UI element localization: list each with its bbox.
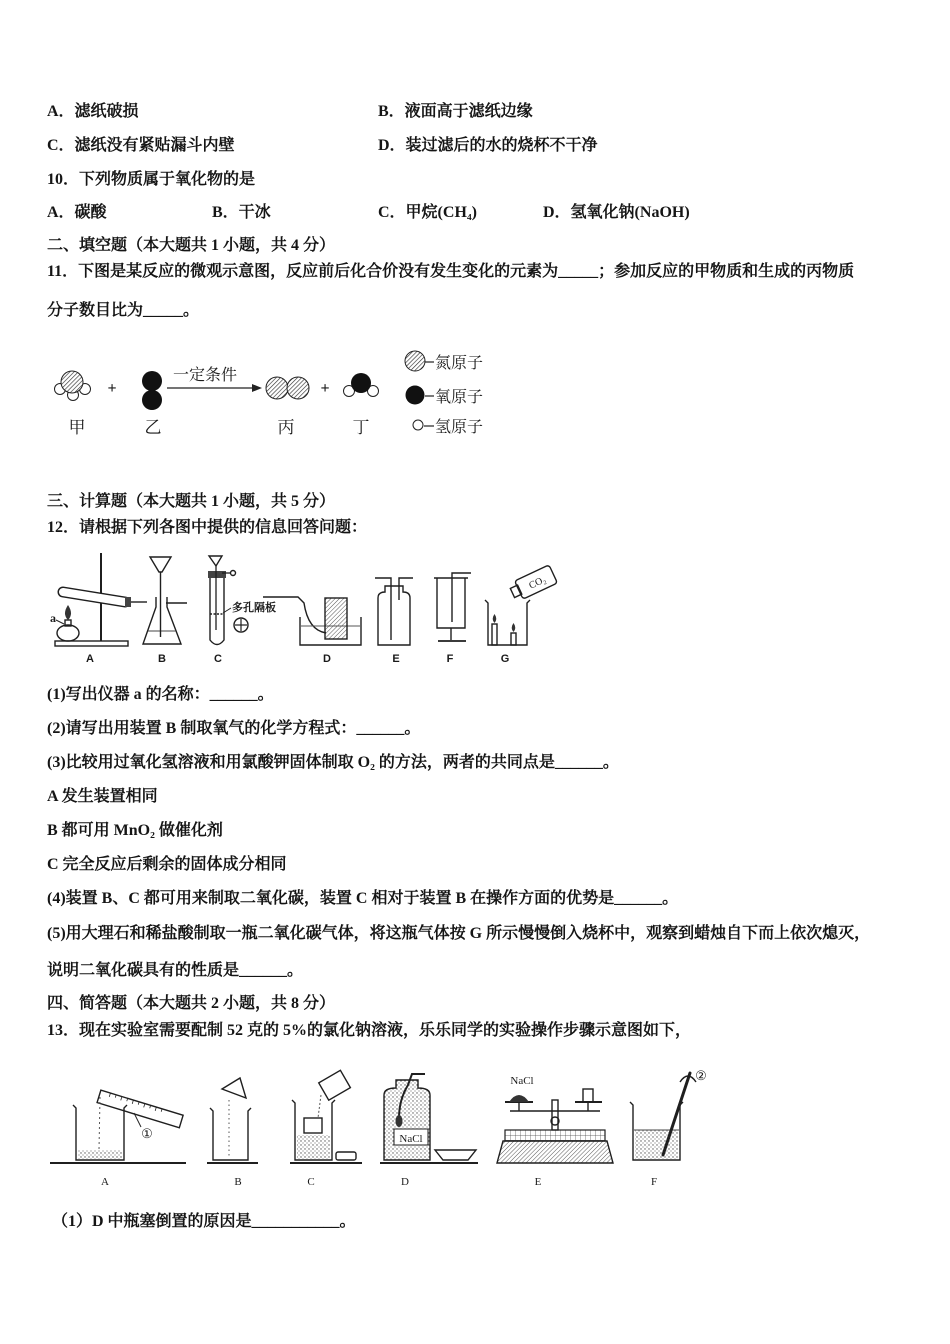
q9-option-c: C．滤纸没有紧贴漏斗内壁: [47, 137, 235, 154]
legend-nitrogen-icon: [405, 351, 425, 371]
reaction-diagram: [40, 340, 520, 445]
label-A: A: [86, 653, 94, 665]
funnel-bowl: [150, 557, 171, 572]
apparatus-a: [55, 553, 147, 646]
q11-line1: 11．下图是某反应的微观示意图，反应前后化合价没有发生变化的元素为_____；参加反应的甲物质和生成的丙物质: [47, 263, 855, 280]
flame-icon: [512, 623, 516, 632]
label-ding: 丁: [352, 418, 370, 437]
candle-tall: [492, 624, 497, 645]
apparatus-e: [375, 578, 413, 645]
pointer-a: [56, 620, 64, 624]
apparatus-c: [208, 556, 248, 645]
apparatus-figure: [45, 548, 575, 670]
oxygen-atom: [142, 390, 162, 410]
q10-option-c: C．甲烷(CH₄): [378, 204, 478, 221]
funnel-top: [209, 556, 222, 566]
paper-cone: [222, 1078, 246, 1098]
pour-stream: [318, 1095, 321, 1118]
cup-body: [319, 1070, 351, 1100]
apparatus-d: [263, 597, 361, 645]
q12-choice-b: B 都可用 MnO₂ 做催化剂: [47, 822, 223, 839]
q12-sub3: (3)比较用过氧化氢溶液和用氯酸钾固体制取 O₂ 的方法，两者的共同点是______。: [47, 754, 619, 771]
label-yi: 乙: [144, 418, 162, 437]
q13-sub1: （1）D 中瓶塞倒置的原因是___________。: [52, 1213, 356, 1230]
q12-sub5-line1: (5)用大理石和稀盐酸制取一瓶二氧化碳气体，将这瓶气体按 G 所示慢慢倒入烧杯中，观察到蜡烛自下而上依次熄灭，: [47, 925, 871, 942]
stopper: [125, 597, 131, 607]
water-stream: [99, 1097, 100, 1150]
inner-block: [304, 1118, 322, 1133]
step-d-taking-reagent: [384, 1074, 476, 1160]
inverted-stopper: [435, 1150, 476, 1160]
q12-choice-c: C 完全反应后剩余的固体成分相同: [47, 856, 287, 873]
co2-label: CO₂: [527, 574, 548, 592]
label-B: B: [158, 653, 166, 665]
arrow-head: [252, 384, 262, 392]
stopper: [208, 571, 226, 578]
nitrogen-atom: [266, 377, 288, 399]
balance-nacl-label: NaCl: [510, 1075, 534, 1087]
bottle-label-text: NaCl: [399, 1133, 423, 1145]
valve-knob: [231, 571, 236, 576]
q10-option-b: B．干冰: [212, 204, 271, 221]
step-b-adding-solid: [210, 1078, 251, 1160]
molecule-jia: [55, 371, 91, 401]
test-tube: [210, 577, 224, 645]
legend-hydrogen-label: 氢原子: [435, 419, 484, 436]
label-D: D: [323, 653, 331, 665]
label-E: E: [534, 1176, 542, 1188]
reagent-bottle: [384, 1080, 430, 1160]
label-C: C: [214, 653, 222, 665]
label-C: C: [307, 1176, 315, 1188]
section3-title: 三、计算题（本大题共 1 小题，共 5 分）: [47, 493, 336, 510]
solution-preparation-figure: [45, 1062, 715, 1192]
q10-stem: 10．下列物质属于氧化物的是: [47, 171, 256, 188]
apparatus-f: [434, 573, 471, 641]
beaker: [210, 1108, 251, 1160]
label-B: B: [234, 1176, 242, 1188]
section4-title: 四、简答题（本大题共 2 小题，共 8 分）: [47, 995, 336, 1012]
beaker-liquid: [297, 1135, 330, 1159]
small-block: [336, 1152, 356, 1160]
co2-bottle: [508, 565, 557, 602]
label-F: F: [650, 1176, 658, 1188]
spoon-bowl: [396, 1115, 403, 1127]
q11-line2: 分子数目比为_____。: [47, 302, 200, 319]
label-E: E: [392, 653, 400, 665]
molecule-ding: [344, 373, 379, 397]
plus-sign-1: +: [107, 380, 117, 397]
q12-sub5-line2: 说明二氧化碳具有的性质是______。: [47, 962, 304, 979]
label-A: A: [101, 1176, 109, 1188]
flame-icon: [493, 614, 497, 623]
section2-title: 二、填空题（本大题共 1 小题，共 4 分）: [47, 237, 336, 254]
q12-sub1: (1)写出仪器 a 的名称：______。: [47, 686, 274, 703]
balance-base: [497, 1141, 613, 1163]
candle-short: [511, 633, 516, 645]
test-tube-inner: [63, 592, 125, 602]
q12-sub4: (4)装置 B、C 都可用来制取二氧化碳，装置 C 相对于装置 B 在操作方面的优势是______。: [47, 890, 679, 907]
q10-option-d: D．氢氧化钠(NaOH): [543, 204, 690, 221]
step-a-pouring-water: [73, 1090, 183, 1160]
gas-bottle: [378, 586, 410, 645]
q9-option-a: A．滤纸破损: [47, 103, 139, 120]
nacl-pile: [509, 1095, 529, 1102]
apparatus-b: [143, 557, 187, 644]
label-bing: 丙: [277, 418, 295, 437]
step2-marker: ②: [695, 1068, 707, 1083]
legend-hydrogen-icon: [413, 420, 423, 430]
nitrogen-atom: [287, 377, 309, 399]
label-F: F: [446, 653, 454, 665]
reaction-arrow: [167, 384, 262, 392]
beaker-liquid: [78, 1150, 122, 1159]
conical-flask: [143, 597, 181, 644]
legend-nitrogen-label: 氮原子: [435, 355, 484, 372]
plus-sign-2: +: [320, 380, 330, 397]
q12-choice-a: A 发生装置相同: [47, 788, 158, 805]
pouring-cup: [319, 1070, 351, 1100]
balance-platform: [505, 1130, 605, 1141]
molecule-bing: [266, 377, 309, 399]
step-e-weighing: [497, 1089, 613, 1163]
reaction-condition: 一定条件: [172, 367, 238, 384]
bottle-body: [437, 578, 465, 628]
bottle-neck: [510, 585, 521, 597]
cylinder-ticks: [109, 1093, 162, 1113]
label-G: G: [500, 653, 510, 665]
apparatus-g: [485, 565, 557, 645]
gas-jar: [325, 598, 347, 639]
label-instrument-a: a: [50, 611, 56, 625]
step-c-dissolving: [292, 1070, 356, 1160]
molecule-yi: [142, 371, 162, 410]
beaker-liquid: [635, 1130, 678, 1159]
flame-icon: [65, 605, 71, 620]
q10-option-a: A．碳酸: [47, 204, 107, 221]
q12-sub2: (2)请写出用装置 B 制取氧气的化学方程式：______。: [47, 720, 421, 737]
legend-oxygen-label: 氧原子: [435, 389, 484, 406]
q12-stem: 12．请根据下列各图中提供的信息回答问题：: [47, 519, 368, 536]
alcohol-lamp-body: [57, 625, 79, 641]
porous-plate-label: 多孔隔板: [232, 602, 276, 614]
atom-legend: [405, 351, 483, 436]
oxygen-atom: [142, 371, 162, 391]
short-tube: [399, 578, 413, 600]
step1-marker: ①: [141, 1126, 153, 1141]
label-D: D: [401, 1176, 409, 1188]
q9-option-d: D．装过滤后的水的烧杯不干净: [378, 137, 598, 154]
q9-option-b: B．液面高于滤纸边缘: [378, 103, 533, 120]
graduated-cylinder: [97, 1090, 183, 1128]
inner-tube: [452, 573, 471, 622]
q13-stem: 13．现在实验室需要配制 52 克的 5%的氯化钠溶液，乐乐同学的实验操作步骤示意图如下，: [47, 1022, 692, 1039]
stand-base: [55, 641, 128, 646]
label-jia: 甲: [68, 418, 86, 437]
step-f-stirring: [630, 1073, 696, 1160]
weight-block: [583, 1089, 593, 1102]
legend-oxygen-icon: [406, 386, 425, 405]
oxygen-atom: [351, 373, 371, 393]
nitrogen-atom: [61, 371, 83, 393]
